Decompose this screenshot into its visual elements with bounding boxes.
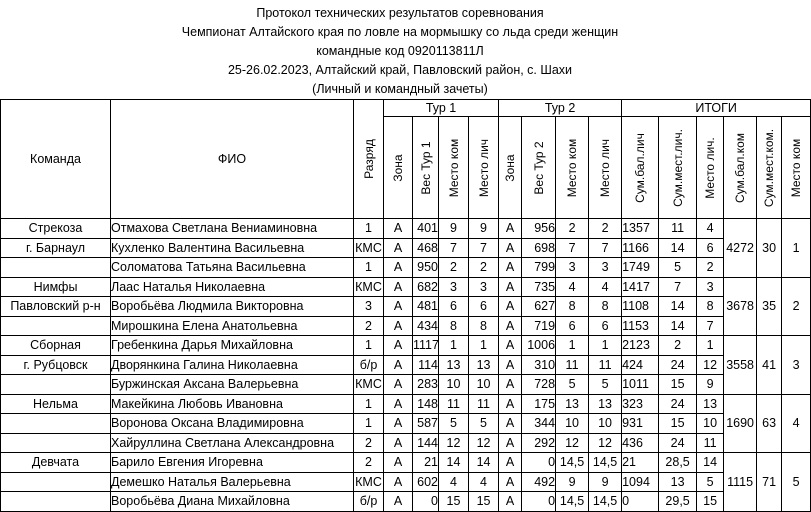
team-name-cell: г. Барнаул: [1, 238, 111, 258]
weight-cell: 292: [522, 433, 556, 453]
zone-cell: А: [384, 394, 413, 414]
zone-cell: А: [384, 336, 413, 356]
col-place-pers2: Место лич: [589, 117, 622, 219]
place-total-cell: 10: [697, 414, 724, 434]
team-places-cell: 71: [757, 453, 782, 512]
place-pers-cell: 6: [589, 316, 622, 336]
rank-cell: 1: [354, 394, 384, 414]
place-team-cell: 8: [556, 297, 589, 317]
place-team-cell: 10: [439, 375, 469, 395]
sum-places-cell: 14: [659, 238, 697, 258]
place-team-cell: 3: [556, 258, 589, 278]
sum-points-cell: 1357: [622, 219, 659, 239]
weight-cell: 114: [413, 355, 439, 375]
table-row: [1, 238, 811, 258]
place-pers-cell: 15: [469, 492, 499, 512]
place-total-cell: 4: [697, 219, 724, 239]
place-team-cell: 5: [556, 375, 589, 395]
table-row: [1, 316, 811, 336]
place-total-cell: 11: [697, 433, 724, 453]
fio-cell: Соломатова Татьяна Васильевна: [111, 258, 354, 278]
weight-cell: 310: [522, 355, 556, 375]
place-total-cell: 13: [697, 394, 724, 414]
zone-cell: А: [384, 472, 413, 492]
weight-cell: 956: [522, 219, 556, 239]
weight-cell: 799: [522, 258, 556, 278]
place-team-cell: 2: [556, 219, 589, 239]
place-team-cell: 15: [439, 492, 469, 512]
place-team-cell: 14: [439, 453, 469, 473]
table-row: [1, 219, 811, 239]
team-points-cell: 3558: [724, 336, 757, 395]
place-pers-cell: 7: [469, 238, 499, 258]
table-row: [1, 277, 811, 297]
fio-cell: Макейкина Любовь Ивановна: [111, 394, 354, 414]
sum-places-cell: 28,5: [659, 453, 697, 473]
weight-cell: 401: [413, 219, 439, 239]
weight-cell: 735: [522, 277, 556, 297]
zone-cell: А: [384, 297, 413, 317]
table-row: [1, 433, 811, 453]
col-place-pers1: Место лич: [469, 117, 499, 219]
weight-cell: 698: [522, 238, 556, 258]
fio-cell: Барило Евгения Игоревна: [111, 453, 354, 473]
sum-points-cell: 1094: [622, 472, 659, 492]
zone-cell: А: [384, 238, 413, 258]
table-row: [1, 258, 811, 278]
place-pers-cell: 1: [589, 336, 622, 356]
sum-points-cell: 424: [622, 355, 659, 375]
col-zone1: Зона: [384, 117, 413, 219]
place-pers-cell: 2: [469, 258, 499, 278]
zone-cell: А: [499, 394, 522, 414]
place-team-cell: 11: [439, 394, 469, 414]
place-total-cell: 15: [697, 492, 724, 512]
table-row: [1, 355, 811, 375]
zone-cell: А: [384, 219, 413, 239]
place-team-cell: 13: [439, 355, 469, 375]
zone-cell: А: [384, 258, 413, 278]
place-pers-cell: 14,5: [589, 453, 622, 473]
place-team-cell: 7: [556, 238, 589, 258]
zone-cell: А: [384, 316, 413, 336]
weight-cell: 627: [522, 297, 556, 317]
rank-cell: 2: [354, 433, 384, 453]
place-team-cell: 6: [556, 316, 589, 336]
table-row: [1, 472, 811, 492]
place-team-cell: 4: [439, 472, 469, 492]
table-row: [1, 297, 811, 317]
rank-cell: КМС: [354, 277, 384, 297]
sum-points-cell: 323: [622, 394, 659, 414]
place-total-cell: 9: [697, 375, 724, 395]
col-team: Команда: [1, 100, 111, 219]
weight-cell: 434: [413, 316, 439, 336]
totals-header: ИТОГИ: [622, 100, 811, 117]
zone-cell: А: [384, 277, 413, 297]
team-name-cell: [1, 472, 111, 492]
col-rank: Разряд: [354, 100, 384, 219]
zone-cell: А: [499, 277, 522, 297]
team-places-cell: 30: [757, 219, 782, 278]
sum-points-cell: 1108: [622, 297, 659, 317]
sum-points-cell: 1166: [622, 238, 659, 258]
tour1-header: Тур 1: [384, 100, 499, 117]
team-places-cell: 41: [757, 336, 782, 395]
team-points-cell: 4272: [724, 219, 757, 278]
col-place-pers-total: Место лич.: [697, 117, 724, 219]
team-name-cell: [1, 492, 111, 512]
weight-cell: 468: [413, 238, 439, 258]
rank-cell: 3: [354, 297, 384, 317]
weight-cell: 283: [413, 375, 439, 395]
place-pers-cell: 10: [589, 414, 622, 434]
competition-code: командные код 0920113811Л: [316, 44, 484, 58]
zone-cell: А: [384, 433, 413, 453]
zone-cell: А: [499, 453, 522, 473]
place-pers-cell: 6: [469, 297, 499, 317]
sum-points-cell: 21: [622, 453, 659, 473]
team-points-cell: 3678: [724, 277, 757, 336]
table-header: [1, 100, 811, 219]
zone-cell: А: [499, 492, 522, 512]
team-place-cell: 2: [782, 277, 811, 336]
col-fio: ФИО: [111, 100, 354, 219]
rank-cell: КМС: [354, 238, 384, 258]
col-sum-places-team: Сум.мест.ком.: [757, 117, 782, 219]
team-name-cell: Девчата: [1, 453, 111, 473]
sum-places-cell: 5: [659, 258, 697, 278]
place-team-cell: 13: [556, 394, 589, 414]
place-pers-cell: 8: [589, 297, 622, 317]
place-pers-cell: 3: [589, 258, 622, 278]
weight-cell: 481: [413, 297, 439, 317]
team-name-cell: [1, 414, 111, 434]
place-team-cell: 11: [556, 355, 589, 375]
team-name-cell: [1, 433, 111, 453]
weight-cell: 0: [522, 492, 556, 512]
place-total-cell: 1: [697, 336, 724, 356]
standings-type: (Личный и командный зачеты): [312, 82, 488, 96]
sum-points-cell: 1417: [622, 277, 659, 297]
col-weight2: Вес Тур 2: [522, 117, 556, 219]
zone-cell: А: [384, 414, 413, 434]
team-name-cell: [1, 258, 111, 278]
place-total-cell: 3: [697, 277, 724, 297]
fio-cell: Дворянкина Галина Николаевна: [111, 355, 354, 375]
team-places-cell: 63: [757, 394, 782, 453]
table-row: [1, 336, 811, 356]
sum-places-cell: 24: [659, 355, 697, 375]
place-team-cell: 7: [439, 238, 469, 258]
place-total-cell: 12: [697, 355, 724, 375]
place-pers-cell: 5: [469, 414, 499, 434]
rank-cell: 2: [354, 453, 384, 473]
team-places-cell: 35: [757, 277, 782, 336]
place-team-cell: 1: [439, 336, 469, 356]
team-points-cell: 1690: [724, 394, 757, 453]
team-name-cell: Нимфы: [1, 277, 111, 297]
place-pers-cell: 13: [469, 355, 499, 375]
zone-cell: А: [499, 258, 522, 278]
place-total-cell: 8: [697, 297, 724, 317]
col-sum-points: Сум.бал.лич: [622, 117, 659, 219]
fio-cell: Отмахова Светлана Вениаминовна: [111, 219, 354, 239]
zone-cell: А: [499, 219, 522, 239]
place-team-cell: 2: [439, 258, 469, 278]
place-team-cell: 14,5: [556, 492, 589, 512]
col-place-team1: Место ком: [439, 117, 469, 219]
rank-cell: 1: [354, 219, 384, 239]
place-pers-cell: 11: [469, 394, 499, 414]
place-pers-cell: 14,5: [589, 492, 622, 512]
table-row: [1, 492, 811, 512]
fio-cell: Кухленко Валентина Васильевна: [111, 238, 354, 258]
place-pers-cell: 4: [589, 277, 622, 297]
protocol-title: Протокол технических результатов соревнования: [256, 6, 544, 20]
team-name-cell: Стрекоза: [1, 219, 111, 239]
team-name-cell: Нельма: [1, 394, 111, 414]
fio-cell: Мирошкина Елена Анатольевна: [111, 316, 354, 336]
place-total-cell: 6: [697, 238, 724, 258]
place-total-cell: 2: [697, 258, 724, 278]
team-name-cell: г. Рубцовск: [1, 355, 111, 375]
col-place-team2: Место ком: [556, 117, 589, 219]
rank-cell: б/р: [354, 492, 384, 512]
zone-cell: А: [384, 355, 413, 375]
zone-cell: А: [499, 433, 522, 453]
championship-title: Чемпионат Алтайского края по ловле на мормышку со льда среди женщин: [181, 25, 619, 39]
table-body: [1, 219, 811, 512]
place-team-cell: 9: [556, 472, 589, 492]
place-pers-cell: 11: [589, 355, 622, 375]
weight-cell: 175: [522, 394, 556, 414]
place-pers-cell: 3: [469, 277, 499, 297]
weight-cell: 1117: [413, 336, 439, 356]
zone-cell: А: [499, 375, 522, 395]
place-pers-cell: 7: [589, 238, 622, 258]
place-pers-cell: 2: [589, 219, 622, 239]
rank-cell: КМС: [354, 375, 384, 395]
weight-cell: 587: [413, 414, 439, 434]
table-row: [1, 375, 811, 395]
weight-cell: 21: [413, 453, 439, 473]
team-points-cell: 1115: [724, 453, 757, 512]
sum-places-cell: 13: [659, 472, 697, 492]
rank-cell: 1: [354, 258, 384, 278]
sum-points-cell: 1153: [622, 316, 659, 336]
zone-cell: А: [499, 336, 522, 356]
weight-cell: 0: [522, 453, 556, 473]
zone-cell: А: [499, 297, 522, 317]
sum-places-cell: 11: [659, 219, 697, 239]
fio-cell: Гребенкина Дарья Михайловна: [111, 336, 354, 356]
tour2-header: Тур 2: [499, 100, 622, 117]
col-zone2: Зона: [499, 117, 522, 219]
place-team-cell: 9: [439, 219, 469, 239]
weight-cell: 950: [413, 258, 439, 278]
sum-places-cell: 14: [659, 316, 697, 336]
place-team-cell: 3: [439, 277, 469, 297]
rank-cell: 1: [354, 414, 384, 434]
sum-places-cell: 2: [659, 336, 697, 356]
rank-cell: КМС: [354, 472, 384, 492]
place-pers-cell: 14: [469, 453, 499, 473]
place-team-cell: 4: [556, 277, 589, 297]
sum-places-cell: 24: [659, 394, 697, 414]
col-place-team-total: Место ком: [782, 117, 811, 219]
weight-cell: 148: [413, 394, 439, 414]
team-name-cell: Павловский р-н: [1, 297, 111, 317]
team-name-cell: [1, 375, 111, 395]
sum-places-cell: 24: [659, 433, 697, 453]
team-place-cell: 5: [782, 453, 811, 512]
rank-cell: 1: [354, 336, 384, 356]
sum-points-cell: 2123: [622, 336, 659, 356]
place-pers-cell: 5: [589, 375, 622, 395]
zone-cell: А: [384, 453, 413, 473]
place-pers-cell: 8: [469, 316, 499, 336]
weight-cell: 728: [522, 375, 556, 395]
date-location: 25-26.02.2023, Алтайский край, Павловский район, с. Шахи: [227, 63, 573, 77]
table-row: [1, 394, 811, 414]
weight-cell: 682: [413, 277, 439, 297]
weight-cell: 1006: [522, 336, 556, 356]
col-weight1: Вес Тур 1: [413, 117, 439, 219]
team-name-cell: Сборная: [1, 336, 111, 356]
team-place-cell: 4: [782, 394, 811, 453]
sum-places-cell: 15: [659, 375, 697, 395]
place-team-cell: 14,5: [556, 453, 589, 473]
rank-cell: 2: [354, 316, 384, 336]
fio-cell: Лаас Наталья Николаевна: [111, 277, 354, 297]
place-pers-cell: 12: [469, 433, 499, 453]
place-pers-cell: 9: [589, 472, 622, 492]
place-total-cell: 5: [697, 472, 724, 492]
team-name-cell: [1, 316, 111, 336]
place-pers-cell: 1: [469, 336, 499, 356]
place-team-cell: 10: [556, 414, 589, 434]
place-team-cell: 5: [439, 414, 469, 434]
col-sum-points-team: Сум.бал.ком: [724, 117, 757, 219]
fio-cell: Демешко Наталья Валерьевна: [111, 472, 354, 492]
sum-places-cell: 7: [659, 277, 697, 297]
weight-cell: 0: [413, 492, 439, 512]
fio-cell: Воробьёва Диана Михайловна: [111, 492, 354, 512]
place-team-cell: 12: [439, 433, 469, 453]
zone-cell: А: [499, 316, 522, 336]
sum-places-cell: 29,5: [659, 492, 697, 512]
place-pers-cell: 10: [469, 375, 499, 395]
place-team-cell: 1: [556, 336, 589, 356]
sum-points-cell: 1011: [622, 375, 659, 395]
place-total-cell: 7: [697, 316, 724, 336]
table-row: [1, 453, 811, 473]
results-table: [0, 99, 811, 512]
weight-cell: 144: [413, 433, 439, 453]
sum-points-cell: 931: [622, 414, 659, 434]
weight-cell: 492: [522, 472, 556, 492]
place-pers-cell: 9: [469, 219, 499, 239]
place-pers-cell: 13: [589, 394, 622, 414]
zone-cell: А: [384, 375, 413, 395]
place-team-cell: 12: [556, 433, 589, 453]
weight-cell: 719: [522, 316, 556, 336]
place-pers-cell: 4: [469, 472, 499, 492]
sum-points-cell: 0: [622, 492, 659, 512]
fio-cell: Воробьёва Людмила Викторовна: [111, 297, 354, 317]
col-sum-places: Сум.мест.лич.: [659, 117, 697, 219]
sum-places-cell: 15: [659, 414, 697, 434]
place-total-cell: 14: [697, 453, 724, 473]
weight-cell: 344: [522, 414, 556, 434]
rank-cell: б/р: [354, 355, 384, 375]
table-row: [1, 414, 811, 434]
fio-cell: Буржинская Аксана Валерьевна: [111, 375, 354, 395]
sum-points-cell: 1749: [622, 258, 659, 278]
fio-cell: Воронова Оксана Владимировна: [111, 414, 354, 434]
sum-points-cell: 436: [622, 433, 659, 453]
team-place-cell: 1: [782, 219, 811, 278]
zone-cell: А: [384, 492, 413, 512]
zone-cell: А: [499, 355, 522, 375]
zone-cell: А: [499, 472, 522, 492]
weight-cell: 602: [413, 472, 439, 492]
place-pers-cell: 12: [589, 433, 622, 453]
place-team-cell: 8: [439, 316, 469, 336]
fio-cell: Хайруллина Светлана Александровна: [111, 433, 354, 453]
zone-cell: А: [499, 414, 522, 434]
sum-places-cell: 14: [659, 297, 697, 317]
place-team-cell: 6: [439, 297, 469, 317]
zone-cell: А: [499, 238, 522, 258]
team-place-cell: 3: [782, 336, 811, 395]
